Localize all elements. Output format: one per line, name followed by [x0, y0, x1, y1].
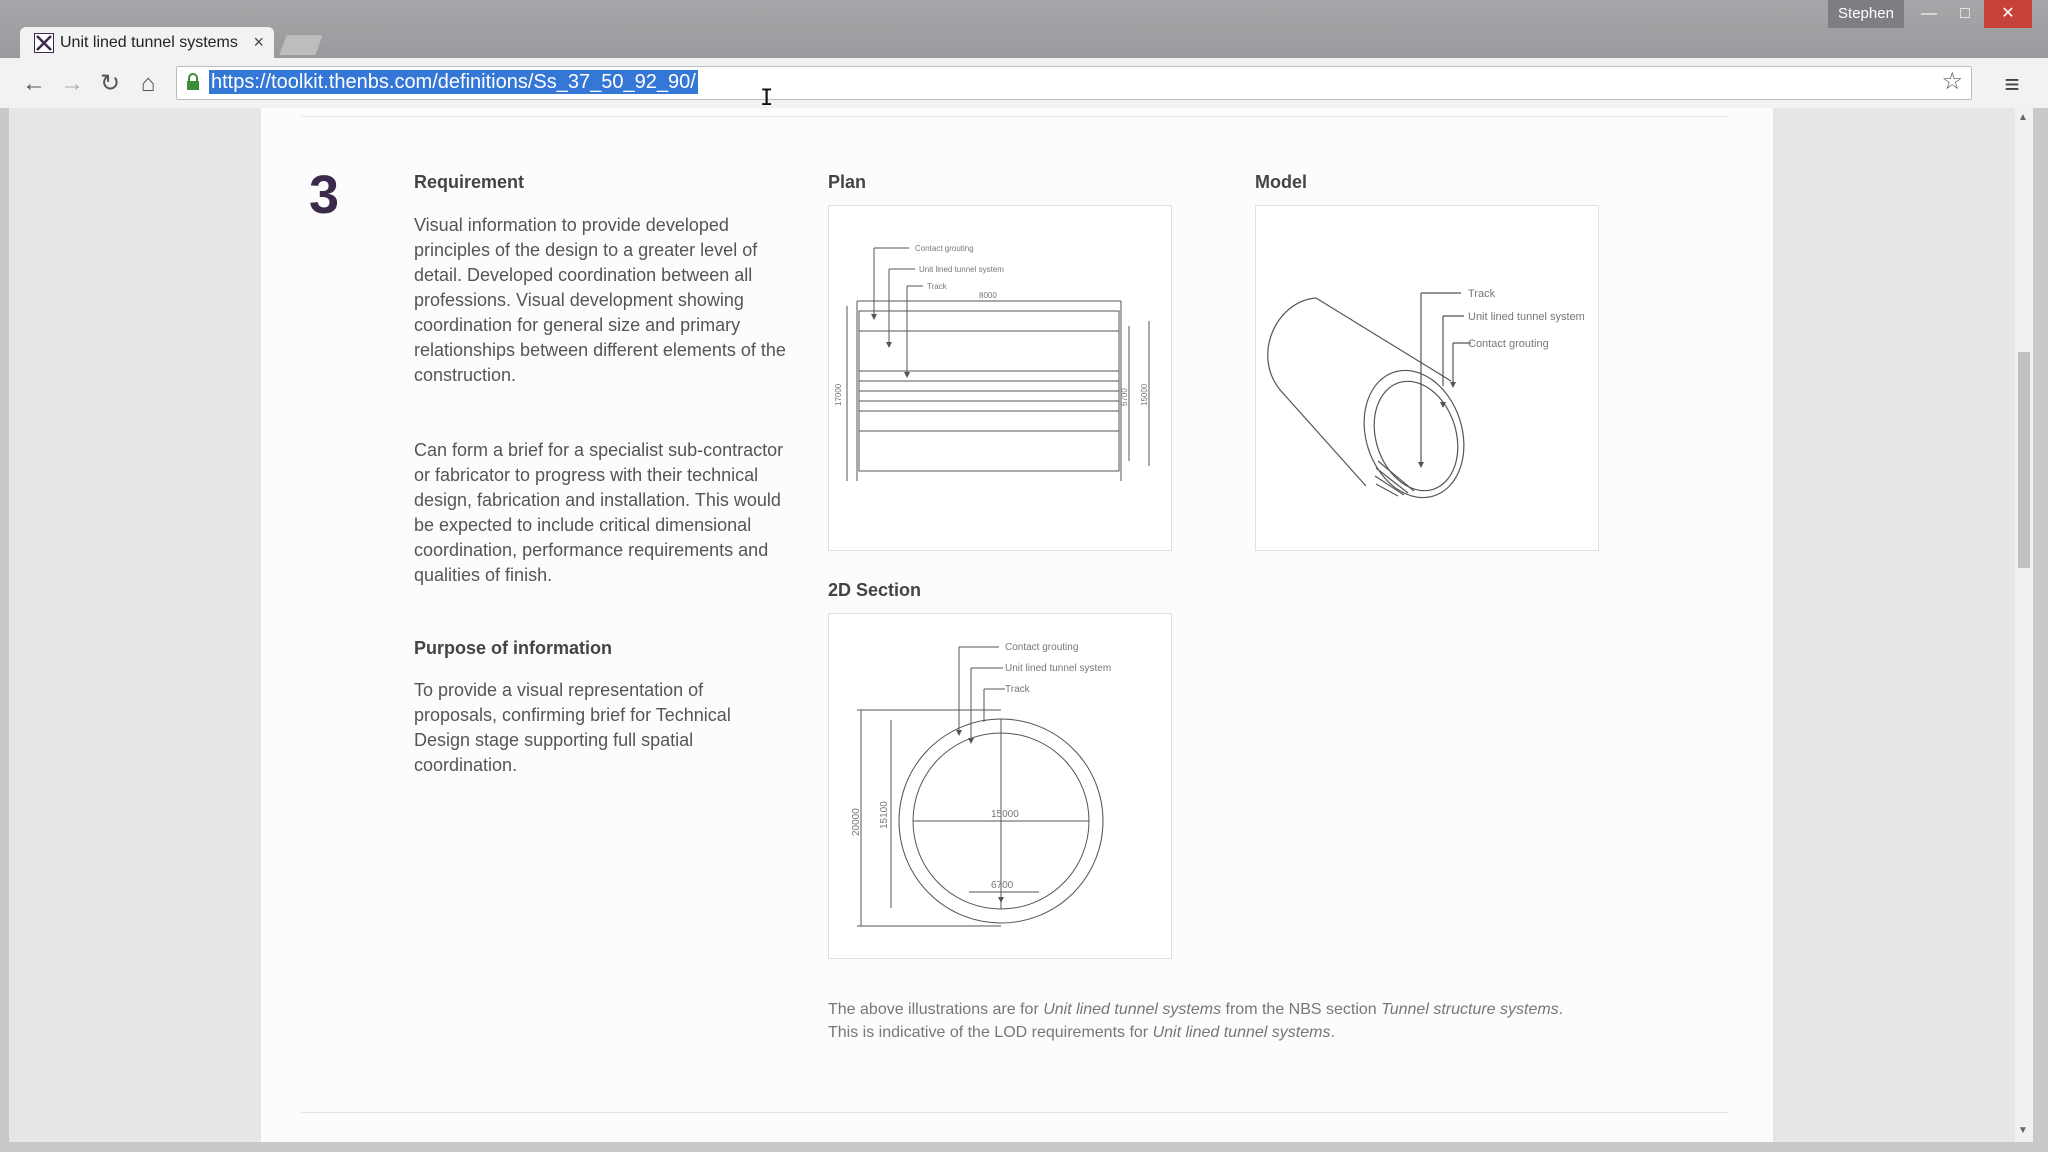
divider	[301, 116, 1729, 117]
reload-icon[interactable]: ↻	[99, 70, 121, 97]
purpose-paragraph: To provide a visual representation of proposals, confirming brief for Technical Design stage supporting full spatial coordination.	[414, 680, 731, 775]
divider	[301, 1112, 1729, 1113]
page-viewport	[9, 108, 2015, 1142]
plan-title: Plan	[828, 172, 867, 192]
back-arrow-icon[interactable]: ←	[22, 70, 46, 97]
nbs-favicon-icon	[34, 33, 54, 53]
section-dim-inner: 15100	[879, 801, 890, 829]
text-cursor-icon: I	[760, 86, 774, 111]
section-dim-diameter: 15000	[991, 809, 1019, 820]
figure-caption: The above illustrations are for Unit lined tunnel systems from the NBS section Tunnel structure systems. This is indicative of the LOD requirements for Unit lined tunnel systems.	[828, 1001, 1564, 1041]
maximize-icon[interactable]: □	[1960, 5, 1970, 22]
scroll-up-icon[interactable]: ▲	[2018, 112, 2028, 123]
model-drawing	[1256, 206, 1598, 550]
scroll-thumb[interactable]	[2018, 352, 2030, 568]
page-scrollbar[interactable]	[2015, 108, 2033, 1142]
menu-icon[interactable]: ≡	[2004, 69, 2020, 99]
section-dim-outer: 20000	[851, 808, 862, 836]
plan-label-grouting: Contact grouting	[915, 244, 974, 253]
browser-toolbar	[0, 58, 2048, 109]
forward-arrow-icon[interactable]: →	[60, 70, 84, 97]
section-dim-track: 6700	[991, 880, 1014, 891]
model-figure	[1255, 205, 1599, 551]
plan-dim-inner: 6700	[1120, 388, 1129, 406]
plan-figure	[828, 205, 1172, 551]
plan-drawing	[829, 206, 1171, 550]
url-text[interactable]: https://toolkit.thenbs.com/definitions/Ss_37_50_92_90/	[211, 71, 696, 93]
section-title: 2D Section	[828, 580, 922, 600]
address-bar[interactable]	[176, 66, 1972, 100]
home-icon[interactable]: ⌂	[140, 70, 156, 97]
profile-button[interactable]: Stephen	[1828, 0, 1904, 28]
window-close-icon[interactable]: ✕	[1984, 0, 2032, 28]
model-title: Model	[1255, 172, 1307, 192]
plan-dim-span: 15000	[1140, 383, 1149, 406]
scroll-down-icon[interactable]: ▼	[2018, 1125, 2028, 1136]
requirement-paragraph-1: Visual information to provide developed principles of the design to a greater level of detail. Developed coordination between all professions. Visual development showing coordination for general size and primary relationships between different elements of the construction.	[414, 215, 786, 385]
lock-icon	[185, 73, 201, 91]
tab-close-icon[interactable]: ×	[253, 32, 264, 52]
minimize-icon[interactable]: —	[1921, 5, 1937, 22]
page-content	[261, 108, 1773, 1142]
section-label-track: Track	[1005, 684, 1030, 695]
section-figure	[828, 613, 1172, 959]
section-drawing	[829, 614, 1171, 958]
section-label-grouting: Contact grouting	[1005, 642, 1079, 653]
step-number: 3	[309, 165, 340, 225]
requirement-heading: Requirement	[414, 172, 525, 192]
plan-dim-outer: 17000	[834, 383, 843, 406]
new-tab-button[interactable]	[278, 34, 324, 56]
star-icon[interactable]: ☆	[1941, 68, 1963, 95]
section-label-system: Unit lined tunnel system	[1005, 663, 1112, 674]
browser-tab[interactable]	[20, 27, 274, 61]
plan-dim-width: 8000	[979, 291, 997, 300]
model-label-track: Track	[1468, 288, 1496, 300]
requirement-paragraph-2: Can form a brief for a specialist sub-contractor or fabricator to progress with their technical design, fabrication and installation. This would be expected to include critical dimensional coordination, performance requirements and qualities of finish.	[414, 440, 784, 585]
purpose-heading: Purpose of information	[414, 638, 612, 658]
tab-title: Unit lined tunnel systems	[60, 34, 238, 51]
plan-label-system: Unit lined tunnel system	[919, 265, 1004, 274]
plan-label-track: Track	[927, 282, 947, 291]
browser-title-bar	[0, 0, 2048, 58]
model-label-system: Unit lined tunnel system	[1468, 311, 1585, 323]
model-label-grouting: Contact grouting	[1468, 338, 1549, 350]
